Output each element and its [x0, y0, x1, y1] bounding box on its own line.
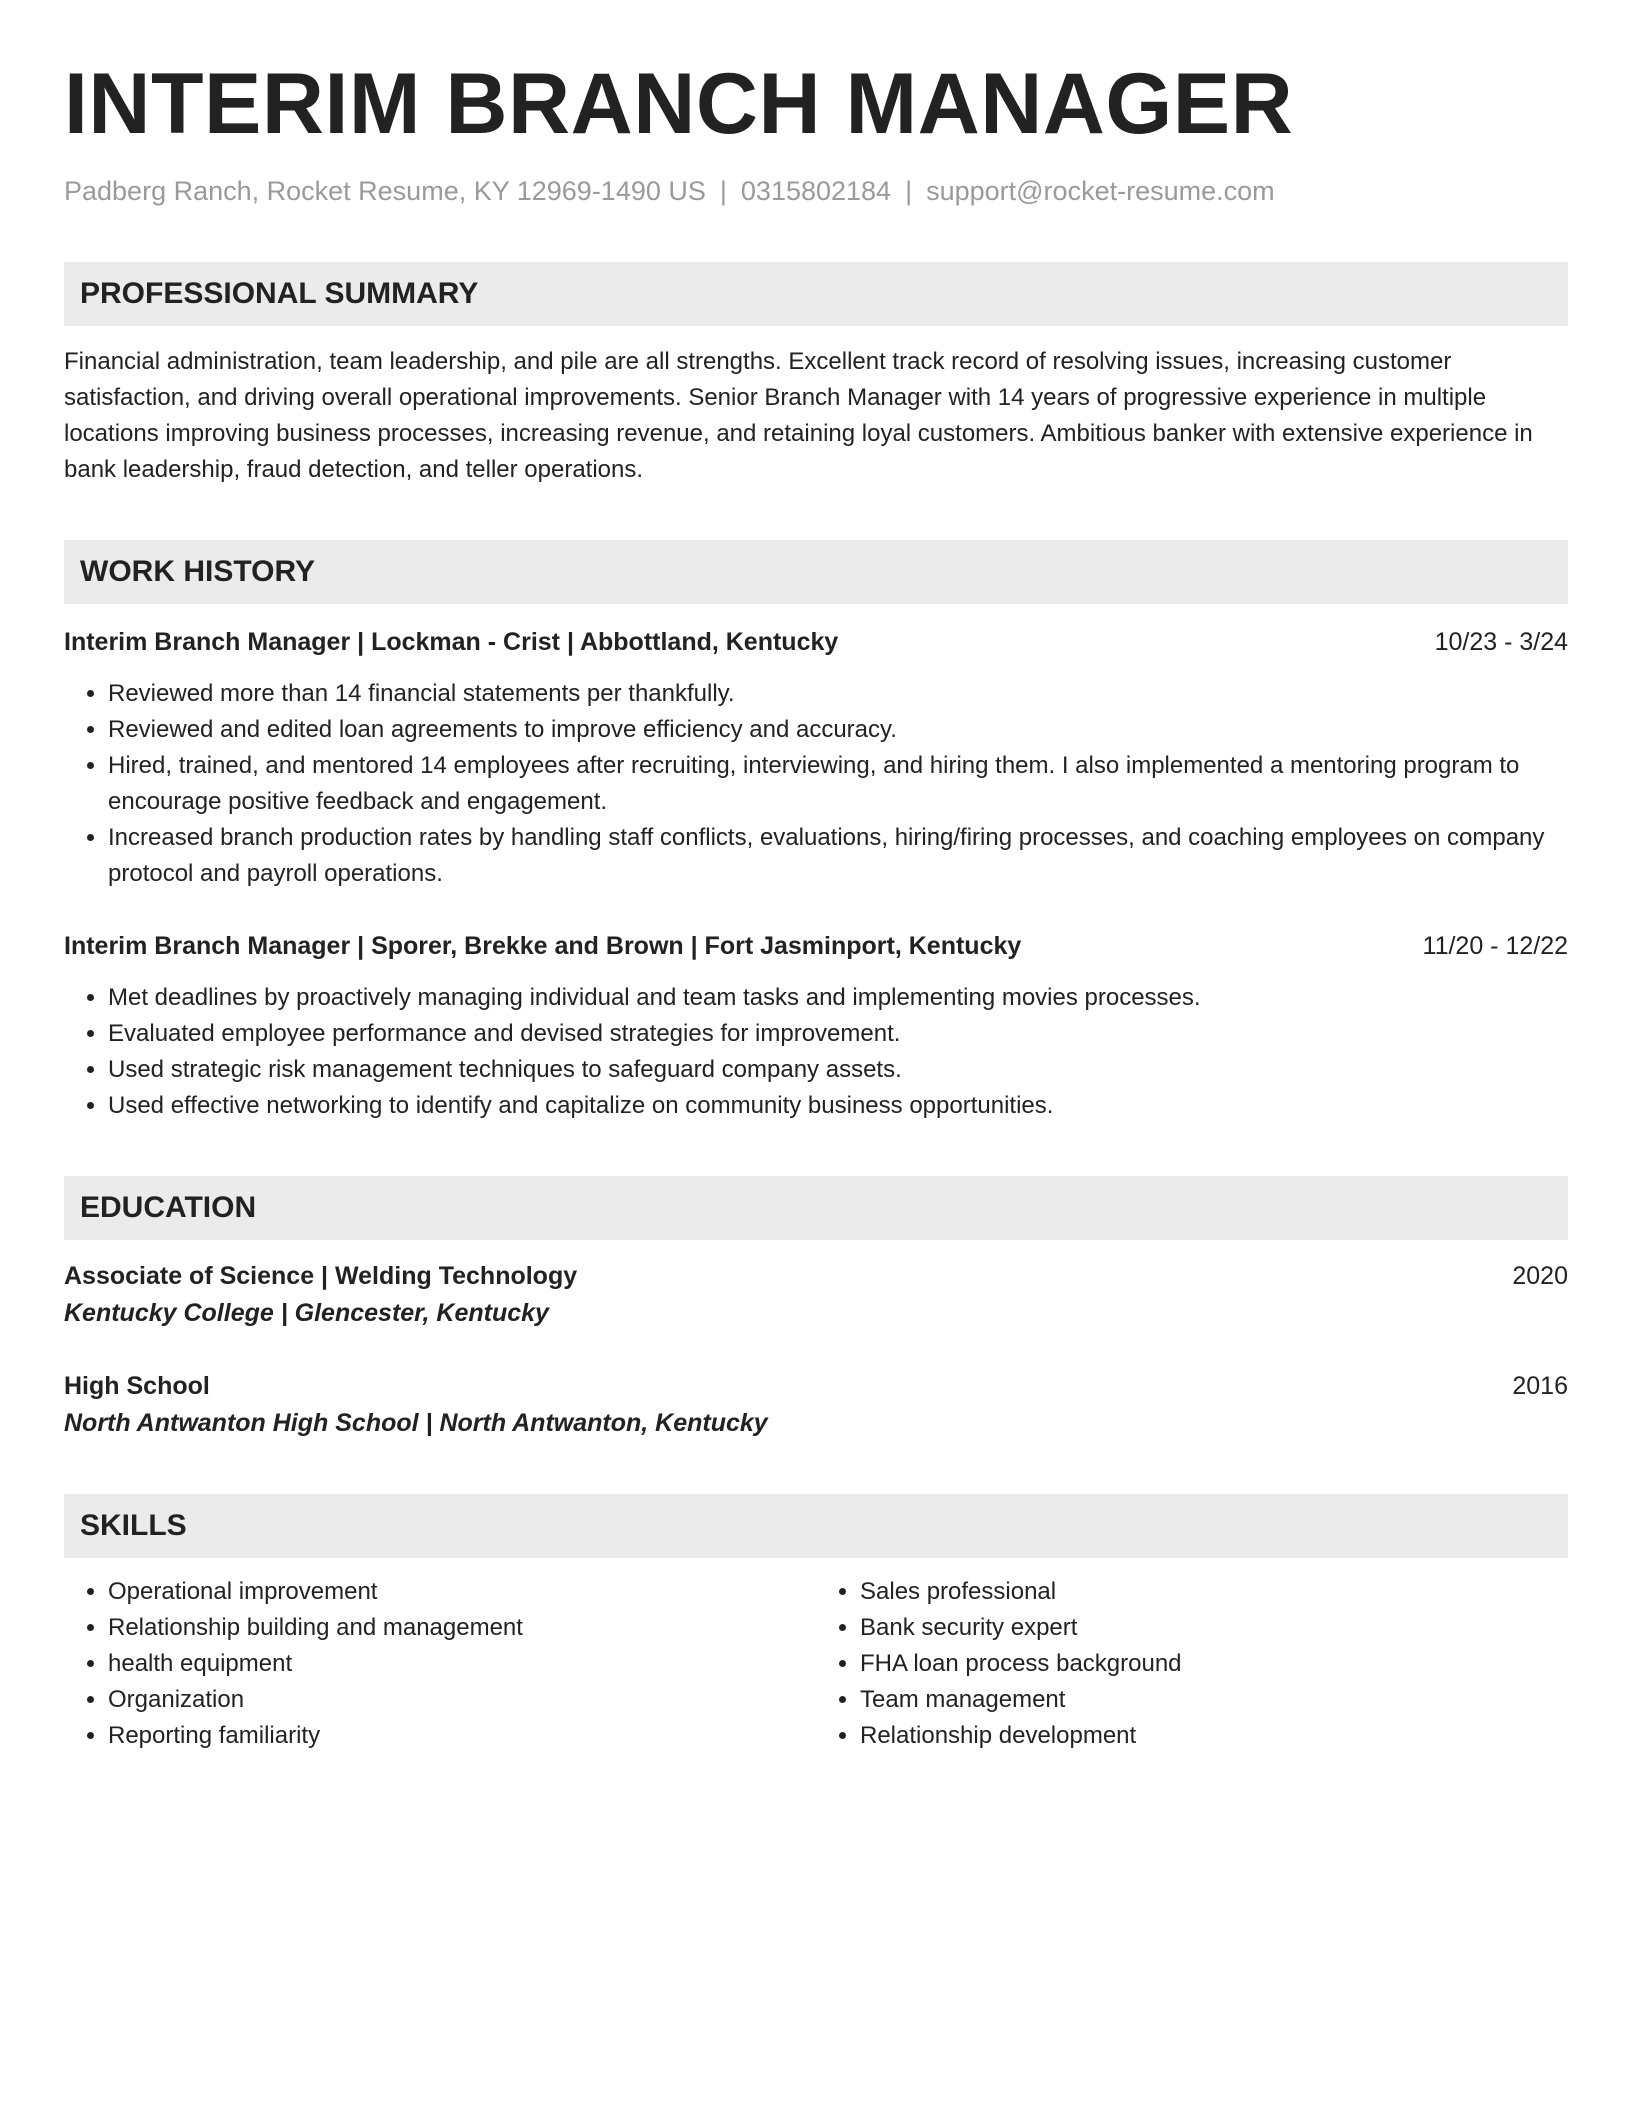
education-header [64, 1368, 1568, 1404]
skill-item: • FHA loan process background [860, 1646, 1568, 1682]
skill-item: • Reporting familiarity [108, 1718, 816, 1754]
job-title: Interim Branch Manager | Lockman - Crist | Abbottland, Kentucky [64, 628, 839, 656]
job-bullet: • Met deadlines by proactively managing individual and team tasks and implementing movies processes. [108, 980, 1568, 1016]
skills-list [64, 1574, 1568, 1754]
contact-email: support@rocket-resume.com [926, 176, 1275, 206]
job-bullet: • Reviewed and edited loan agreements to improve efficiency and accuracy. [108, 712, 1568, 748]
job-bullet: • Evaluated employee performance and devised strategies for improvement. [108, 1016, 1568, 1052]
resume-title: INTERIM BRANCH MANAGER [64, 56, 1294, 152]
job-bullet: • Hired, trained, and mentored 14 employees after recruiting, interviewing, and hiring them. I also implemented a mentoring program to encourage positive feedback and engagement. [108, 748, 1568, 820]
education-school: North Antwanton High School | North Antwanton, Kentucky [64, 1409, 768, 1437]
contact-line [64, 174, 1568, 208]
education-header [64, 1258, 1568, 1294]
job-bullets [64, 980, 1568, 1124]
job-bullet: • Used effective networking to identify and capitalize on community business opportunities. [108, 1088, 1568, 1124]
education-year: 2020 [1512, 1262, 1568, 1290]
education-entry [64, 1258, 1568, 1332]
skills-column-right [816, 1574, 1568, 1754]
skill-item: • Operational improvement [108, 1574, 816, 1610]
job-header [64, 624, 1568, 660]
skill-item: • Relationship building and management [108, 1610, 816, 1646]
education-year: 2016 [1512, 1372, 1568, 1400]
skill-item: • health equipment [108, 1646, 816, 1682]
section-heading-summary: PROFESSIONAL SUMMARY [64, 262, 1568, 326]
skill-item: • Sales professional [860, 1574, 1568, 1610]
education-entry [64, 1368, 1568, 1442]
section-heading-education: EDUCATION [64, 1176, 1568, 1240]
job-dates: 11/20 - 12/22 [1422, 932, 1568, 960]
skill-item: • Organization [108, 1682, 816, 1718]
skill-item: • Team management [860, 1682, 1568, 1718]
contact-address: Padberg Ranch, Rocket Resume, KY 12969-1490 US [64, 176, 706, 206]
section-heading-work-history: WORK HISTORY [64, 540, 1568, 604]
section-heading-skills: SKILLS [64, 1494, 1568, 1558]
job-bullet: • Used strategic risk management techniques to safeguard company assets. [108, 1052, 1568, 1088]
job-entry [64, 624, 1568, 892]
job-entry [64, 928, 1568, 1124]
education-school: Kentucky College | Glencester, Kentucky [64, 1299, 549, 1327]
job-header [64, 928, 1568, 964]
skill-item: • Bank security expert [860, 1610, 1568, 1646]
education-degree: Associate of Science | Welding Technology [64, 1262, 578, 1290]
job-dates: 10/23 - 3/24 [1434, 628, 1568, 656]
job-bullets [64, 676, 1568, 892]
job-bullet: • Increased branch production rates by handling staff conflicts, evaluations, hiring/firing processes, and coaching employees on company protocol and payroll operations. [108, 820, 1568, 892]
education-degree: High School [64, 1372, 210, 1400]
skill-item: • Relationship development [860, 1718, 1568, 1754]
contact-separator: | [719, 176, 727, 206]
contact-phone: 0315802184 [740, 176, 892, 206]
summary-text: Financial administration, team leadership, and pile are all strengths. Excellent track record of resolving issues, increasing customer satisfaction, and driving overall operational improvements. Senior Branch Manager with 14 years of progressive experience in multiple locations improving business processes, increasing revenue, and retaining loyal customers. Ambitious banker with extensive experience in bank leadership, fraud detection, and teller operations. [64, 348, 1533, 483]
skills-column-left [64, 1574, 816, 1754]
job-title: Interim Branch Manager | Sporer, Brekke and Brown | Fort Jasminport, Kentucky [64, 932, 1022, 960]
contact-separator: | [905, 176, 913, 206]
job-bullet: • Reviewed more than 14 financial statements per thankfully. [108, 676, 1568, 712]
